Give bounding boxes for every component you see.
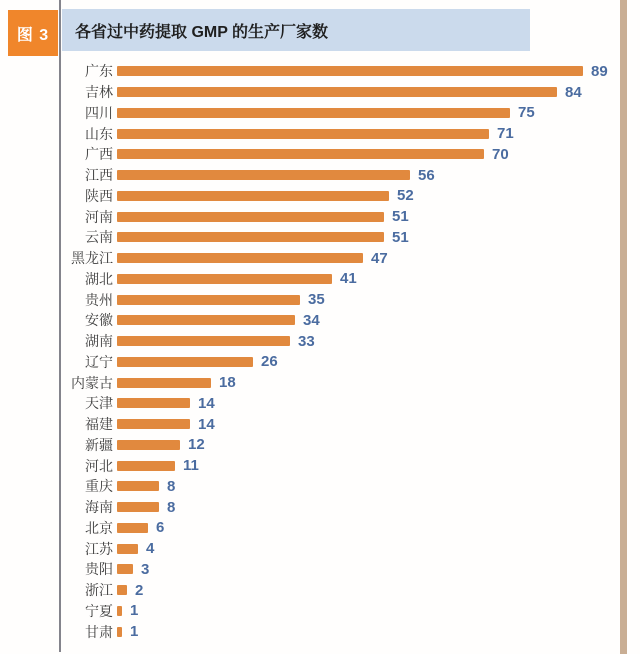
- category-label: 浙江: [85, 582, 113, 599]
- bar: [117, 440, 180, 450]
- category-label: 甘肃: [85, 623, 113, 640]
- page-edge-strip: [620, 0, 627, 654]
- bar: [117, 398, 190, 408]
- value-label: 56: [418, 166, 435, 184]
- category-label: 黑龙江: [71, 250, 113, 267]
- bar: [117, 378, 211, 388]
- category-label: 重庆: [85, 478, 113, 495]
- category-label: 山东: [85, 125, 113, 142]
- bar: [117, 523, 148, 533]
- value-label: 41: [340, 270, 357, 288]
- figure-number-label: 图 3: [16, 26, 50, 44]
- category-label: 广西: [85, 146, 113, 163]
- bar-row: [62, 165, 618, 186]
- chart-title: 各省过中药提取 GMP 的生产厂家数: [75, 23, 329, 41]
- category-label: 湖北: [85, 270, 113, 287]
- bar-row: [62, 559, 618, 580]
- bar: [117, 502, 159, 512]
- category-label: 宁夏: [85, 602, 113, 619]
- category-label: 安徽: [85, 312, 113, 329]
- value-label: 12: [188, 436, 205, 454]
- category-label: 福建: [85, 416, 113, 433]
- category-label: 江西: [85, 167, 113, 184]
- left-divider-line: [59, 0, 61, 652]
- category-label: 陕西: [85, 187, 113, 204]
- bar-row: [62, 123, 618, 144]
- bar-row: [62, 144, 618, 165]
- bar-row: [62, 227, 618, 248]
- category-label: 湖南: [85, 333, 113, 350]
- bar-row: [62, 103, 618, 124]
- category-label: 吉林: [85, 84, 113, 101]
- bar-chart: [62, 61, 618, 642]
- value-label: 4: [146, 540, 155, 558]
- value-label: 51: [392, 208, 409, 226]
- bar: [117, 336, 290, 346]
- category-label: 天津: [85, 395, 113, 412]
- value-label: 71: [497, 125, 514, 143]
- bar: [117, 585, 127, 595]
- value-label: 89: [591, 62, 608, 80]
- category-label: 贵州: [85, 291, 113, 308]
- bar: [117, 315, 295, 325]
- category-label: 辽宁: [85, 353, 113, 370]
- bar-row: [62, 455, 618, 476]
- bar-row: [62, 601, 618, 622]
- bar: [117, 108, 510, 118]
- value-label: 26: [261, 353, 278, 371]
- bar: [117, 295, 300, 305]
- bar-row: [62, 310, 618, 331]
- bar: [117, 212, 384, 222]
- value-label: 1: [130, 602, 139, 620]
- figure-number-badge: [8, 10, 58, 56]
- bar-row: [62, 580, 618, 601]
- bar: [117, 606, 122, 616]
- bar: [117, 461, 175, 471]
- value-label: 75: [518, 104, 535, 122]
- category-label: 新疆: [85, 436, 113, 453]
- bar-row: [62, 435, 618, 456]
- category-label: 贵阳: [85, 561, 113, 578]
- bar: [117, 419, 190, 429]
- bar-row: [62, 352, 618, 373]
- bar-row: [62, 497, 618, 518]
- bar-row: [62, 186, 618, 207]
- bar-row: [62, 538, 618, 559]
- bar: [117, 170, 410, 180]
- bar: [117, 274, 332, 284]
- bar: [117, 564, 133, 574]
- bar: [117, 87, 557, 97]
- value-label: 34: [303, 311, 320, 329]
- bar-row: [62, 269, 618, 290]
- category-label: 海南: [85, 499, 113, 516]
- category-label: 内蒙古: [71, 374, 113, 391]
- category-label: 广东: [85, 63, 113, 80]
- bar-row: [62, 248, 618, 269]
- value-label: 8: [167, 477, 176, 495]
- category-label: 河北: [85, 457, 113, 474]
- bar: [117, 253, 363, 263]
- bar-row: [62, 61, 618, 82]
- value-label: 14: [198, 394, 215, 412]
- value-label: 70: [492, 145, 509, 163]
- bar-row: [62, 621, 618, 642]
- bar: [117, 191, 389, 201]
- value-label: 6: [156, 519, 165, 537]
- value-label: 8: [167, 498, 176, 516]
- value-label: 1: [130, 623, 139, 641]
- bar: [117, 66, 583, 76]
- bar-row: [62, 518, 618, 539]
- bar-row: [62, 372, 618, 393]
- bar-row: [62, 289, 618, 310]
- value-label: 33: [298, 332, 315, 350]
- bar: [117, 149, 484, 159]
- bar: [117, 129, 489, 139]
- bar-row: [62, 414, 618, 435]
- value-label: 52: [397, 187, 414, 205]
- bar-row: [62, 331, 618, 352]
- bar: [117, 481, 159, 491]
- bar: [117, 627, 122, 637]
- chart-title-banner: [62, 9, 530, 51]
- bar: [117, 232, 384, 242]
- value-label: 14: [198, 415, 215, 433]
- bar-row: [62, 476, 618, 497]
- bar: [117, 544, 138, 554]
- value-label: 35: [308, 291, 325, 309]
- value-label: 2: [135, 581, 144, 599]
- bar-row: [62, 206, 618, 227]
- category-label: 四川: [85, 104, 113, 121]
- value-label: 84: [565, 83, 582, 101]
- bar-row: [62, 82, 618, 103]
- bar-row: [62, 393, 618, 414]
- category-label: 云南: [85, 229, 113, 246]
- value-label: 18: [219, 374, 236, 392]
- value-label: 3: [141, 560, 150, 578]
- category-label: 北京: [85, 519, 113, 536]
- value-label: 11: [183, 457, 199, 475]
- category-label: 江苏: [85, 540, 113, 557]
- value-label: 51: [392, 228, 409, 246]
- value-label: 47: [371, 249, 388, 267]
- bar: [117, 357, 253, 367]
- category-label: 河南: [85, 208, 113, 225]
